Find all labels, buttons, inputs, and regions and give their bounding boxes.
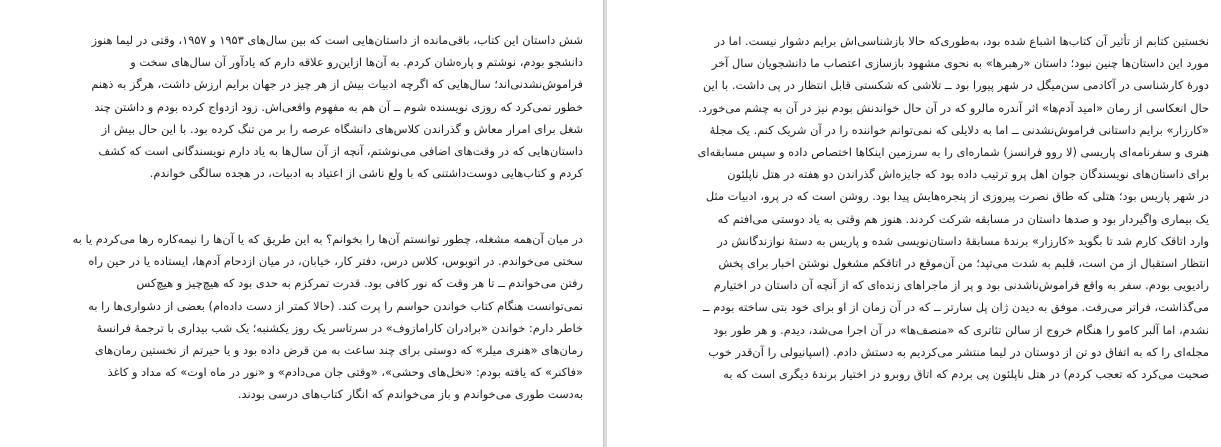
text-line: «فاکنر» که یافته بودم: «نخل‌های وحشی»، «وقتی جان می‌دادم» و «نور در ماه اوت» که مداد و کاغذ xyxy=(107,365,583,380)
text-line: خاطر دارم: خواندن «برادران کارامازوف» در سرتاسر یک روز یکشنبه؛ یک شب بیداری با ترجمهٔ فرانسهٔ xyxy=(96,320,583,335)
text-line: کردم و کتاب‌هایی دوست‌داشتنی که با ولع ناشی از اعتیاد به ادبیات، در هجده سالگی خواندم. xyxy=(149,166,583,181)
paragraph-left-2 xyxy=(8,228,583,406)
text-line: نمی‌توانست هنگام کتاب خواندن حواسم را پرت کند. (حالا کمتر از دست داده‌ام) بعضی از دشواری‌ها را به xyxy=(88,298,583,313)
text-line: مجله‌ای را که به اتفاق دو تن از دوستان در لیما منتشر می‌کردیم به دستش دادم. (اسپانیولی را آن‌قدر خوب xyxy=(708,344,1209,359)
text-line: فراموش‌نشدنی‌اند؛ سال‌هایی که اگرچه ادبیات بیش از هر چیز در جهان برایم ارزش داشت، هرگز به ذهنم xyxy=(91,77,583,92)
text-line: رفتن می‌خواندم ــ تا هر وقت که نور کافی بود. قدرت تمرکزم به حدی بود که هیچ‌چیز و هیچ‌کس xyxy=(136,276,583,291)
paragraph-left-1 xyxy=(8,29,583,184)
text-line: برای داستان‌های نویسندگان جوان اهل پرو ترتیب داده بود که جایزه‌اش گذراندن دو هفته در هتل ناپلئون xyxy=(727,167,1209,182)
text-line: وارد اتاقک کارم شد تا بگوید «کارزار» برندهٔ مسابقهٔ داستان‌نویسی شده و پاریس به دستهٔ نوازندگانش در xyxy=(717,233,1209,248)
text-line: به‌دست طوری می‌خواندم و باز می‌خواندم که انگار کتاب‌های درسی بودند. xyxy=(237,387,583,402)
text-line: مورد این داستان‌ها چنین نبود؛ داستان «رهبرها» به نحوی مشهود بازسازی اعتصاب ما دانشجویان سال آخر xyxy=(711,56,1209,71)
text-line: شش داستان این کتاب، باقی‌مانده از داستان‌هایی است که بین سال‌های ۱۹۵۳ و ۱۹۵۷، وقتی در لیما هنوز xyxy=(91,33,583,47)
text-line: یک بیماری واگیردار بود و صدها داستان در مسابقه شرکت کردند. هنوز هم وقتی به یاد دوستی می‌افتم که xyxy=(717,211,1209,226)
text-line: نشدم، اما آلبر کامو را هنگام خروج از سالن تئاتری که «منصف‌ها» در آن اجرا می‌شد، دیدم. و هر طور بود xyxy=(713,322,1209,337)
text-line: داستان‌هایی که در وقت‌های اضافی می‌نوشتم، آنچه از آن سال‌ها به یاد دارم نویسندگانی است که کشف xyxy=(98,144,583,159)
paragraph-right-1 xyxy=(621,30,1209,385)
text-line: رادیویی بودم. سفر به واقع فراموش‌ناشدنی بود و پر از ماجراهای زنده‌ای که از آنچه آن داستان در اختیارم xyxy=(713,278,1209,293)
text-line: انتظار استقبال از من است، قلبم به شدت می‌تپد؛ من آن‌موقع در اتاقکم مشغول نوشتن اخبار برای پخش xyxy=(718,256,1209,271)
right-page xyxy=(607,0,1221,447)
text-line: سختی می‌خواندم. در اتوبوس، کلاس درس، دفتر کار، خیابان، در میان ازدحام آدم‌ها، ایستاده یا در حین راه xyxy=(88,254,583,269)
text-line: در شهر پاریس بود؛ هتلی که طاق نصرت پیروزی از پنجره‌هایش پیدا بود. روشن است که در پرو، ادبیات مثل xyxy=(705,189,1209,204)
text-line: حال انعکاسی از رمان «امید آدم‌ها» اثر آندره مالرو که در آن حال خواندنش بودم نیز در آن به چشم می‌خورد. xyxy=(698,100,1209,115)
text-line: شغل برای امرار معاش و گذراندن کلاس‌های دانشگاه عرصه را بر من تنگ کرده بود. با این حال بیش از xyxy=(101,121,583,136)
text-line: صحبت می‌کرد که تعجب کردم) در هتل ناپلئون پی بردم که اتاق روبرو در اختیار برندهٔ دیگری است که به xyxy=(723,367,1209,382)
text-line: رمان‌های «هنری میلر» که دوستی برای چند ساعت به من قرض داده بود و یا حیرتم از نخستین رمان‌های xyxy=(94,343,583,358)
text-line: «کارزار» برایم داستانی فراموش‌نشدنی ــ اما به دلایلی که نمی‌توانم خواننده را در آن شریک کنم. یک مجلهٔ xyxy=(709,122,1209,137)
text-line: در میان آن‌همه مشغله، چطور توانستم آن‌ها را بخوانم؟ به این طریق که یا آن‌ها را نیمه‌کاره رها می‌کردم یا به xyxy=(72,232,583,246)
text-line: هنری و سفرنامه‌ای پاریسی (لا روو فرانسز) شماره‌ای را به سرزمین اینکاها اختصاص داده و سپس مسابقه‌ای xyxy=(697,145,1209,160)
text-line: دانشجو بودم، نوشتم و پاره‌شان کردم. به آن‌ها ازاین‌رو علاقه دارم که یادآور آن سال‌های سخت و xyxy=(130,55,583,70)
text-line: می‌گذاشت، فراتر می‌رفت. موفق به دیدن ژان پل سارتر ــ که در آن زمان از او برای خود بتی ساخته بودم ــ xyxy=(702,300,1209,315)
left-page xyxy=(0,0,603,447)
text-line: دورهٔ کارشناسی در آکادمی سن‌میگل در شهر پیورا بود ــ تلاشی که شکستی قابل انتظار در پی داشت. با این xyxy=(702,78,1209,93)
text-line: نخستین کتابم از تأثیر آن کتاب‌ها اشباع شده بود، به‌طوری‌که حالا بازشناسی‌اش برایم دشوار نیست. اما در xyxy=(714,34,1209,48)
text-line: خطور نمی‌کرد که روزی نویسنده شوم ــ آن هم به مفهوم واقعی‌اش. زود ازدواج کرده بودم و داشتن چند xyxy=(94,99,583,114)
